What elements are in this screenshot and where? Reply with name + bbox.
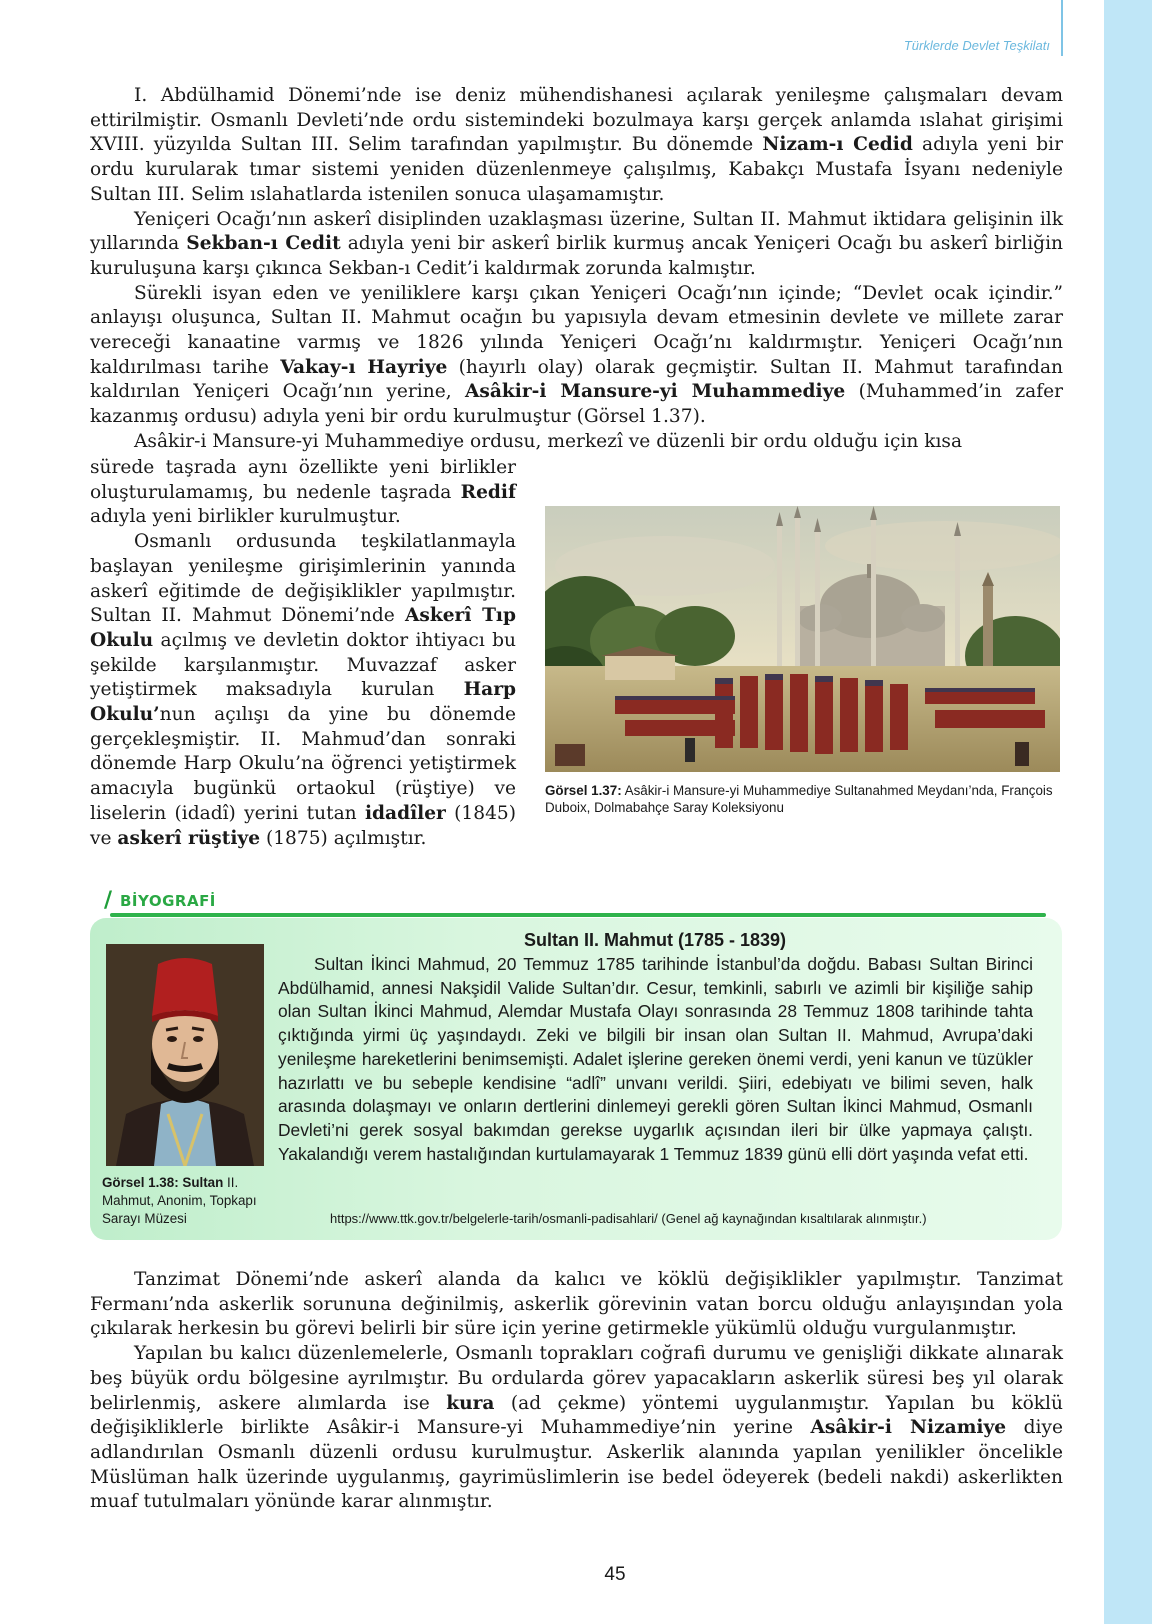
biography-text <box>278 953 1033 1166</box>
biography-source: https://www.ttk.gov.tr/belgelerle-tarih/osmanli-padisahlari/ (Genel ağ kaynağından kısaltılarak alınmıştır.) <box>330 1211 927 1226</box>
portrait-sultan-mahmut <box>106 944 264 1166</box>
paragraph-vakay-i-hayriye: Sürekli isyan eden ve yeniliklere karşı çıkan Yeniçeri Ocağı’nın içinde; “Devlet ocak içindir.” anlayışı oluşunca, Sultan II. Mahmut ocağın bu yapısıyla devam etmesinin devlete ve millete zarar vereceği kanaatine varmış ve 1826 yılında Yeniçeri Ocağı’nı kaldırmıştır. Yeniçeri Ocağı’nın kaldırılması tarihe Vakay-ı Hayriye (hayırlı olay) olarak geçmiştir. Sultan II. Mahmut tarafından kaldırılan Yeniçeri Ocağı’nın yerine, Asâkir-i Mansure-yi Muhammediye (Muhammed’in zafer kazanmış ordusu) adıyla yeni bir ordu kurulmuştur (Görsel 1.37). <box>90 282 1064 428</box>
header-rule <box>1061 0 1063 56</box>
paragraph-military-schools: Osmanlı ordusunda teşkilatlanmayla başlayan yenileşme girişimlerinin yanında askerî eğitimde de değişiklikler yapılmıştır. Sultan II. Mahmut Dönemi’nde Askerî Tıp Okulu açılmış ve devletin doktor ihtiyacı bu şekilde karşılanmıştır. Muvazzaf asker yetiştirmek maksadıyla kurulan Harp Okulu’nun açılışı da yine bu dönemde gerçekleşmiştir. II. Mahmud’dan sonraki dönemde Harp Okulu’na öğrenci yetiştirmek amacıyla bugünkü ortaokul (rüştiye) ve liselerin (idadî) yerini tutan idadîler (1845) ve askerî rüştiye (1875) açılmıştır. <box>90 531 516 849</box>
figure-caption <box>545 782 1065 816</box>
term-asakir-i-mansure: Asâkir-i Mansure-yi Muhammediye <box>464 381 846 403</box>
biography-mark-icon: / <box>104 888 113 913</box>
term-kura: kura <box>446 1392 495 1414</box>
top-text-block <box>90 84 1063 455</box>
portrait-caption-text: II. Mahmut, Anonim, Topkapı Sarayı Müzesi <box>102 1175 257 1226</box>
paragraph-sekban: Yeniçeri Ocağı’nın askerî disiplinden uzaklaşması üzerine, Sultan II. Mahmut iktidara gelişinin ilk yıllarında Sekban-ı Cedit adıyla yeni bir askerî birlik kurmuş ancak Yeniçeri Ocağı bu askerî birliğin kuruluşuna karşı çıkınca Sekban-ı Cedit’i kaldırmak zorunda kalmıştır. <box>90 208 1064 279</box>
term-nizam-i-cedid: Nizam-ı Cedid <box>762 134 913 156</box>
term-redif: Redif <box>460 481 516 503</box>
paragraph-redif: sürede taşrada aynı özellikte yeni birlikler oluşturulamamış, bu nedenle taşrada Redif adıyla yeni birlikler kurulmuştur. <box>90 457 516 528</box>
biography-paragraph: Sultan İkinci Mahmud, 20 Temmuz 1785 tarihinde İstanbul’da doğdu. Babası Sultan Birinci Abdülhamid, annesi Nakşidil Valide Sultan’dır. Cesur, temkinli, sabırlı ve azimli bir kişiliğe sahip olan Sultan İkinci Mahmud, Alemdar Mustafa Olayı sonrasında 28 Temmuz 1808 tarihinde tahta çıktığında yirmi üç yaşındaydı. Zeki ve bilgili bir insan olan Sultan II. Mahmud, Avrupa’daki yenileşme hareketlerini benimsemişti. Adalet işlerine gereken önemi verdi, yeni kanun ve tüzükler hazırlattı ve bu sebeple kendisine “adlî” unvanı verildi. Şiiri, edebiyatı ve bilimi seven, halk arasında dolaşmayı ve onların dertlerini dinlemeyi gerekli gören Sultan İkinci Mahmud, Osmanlı Devleti’ni gerek sosyal bakımdan gerekse uygarlık açısından ileri bir ülke yapmaya çalıştı. Yakalandığı verem hastalığından kurtulamayarak 1 Temmuz 1839 günü elli dört yaşında vefat etti. <box>278 954 1033 1164</box>
page-number: 45 <box>604 1564 626 1585</box>
paragraph-asakir-nizamiye: Yapılan bu kalıcı düzenlemelerle, Osmanlı toprakları coğrafi durumu ve genişliği dikkate alınarak beş büyük ordu bölgesine ayrılmıştır. Bu ordularda görev yapacakların askerlik süresi beş yıl olarak belirlenmiş, askere alımlarda ise kura (ad çekme) yöntemi uygulanmıştır. Yapılan bu köklü değişikliklerle birlikte Asâkir-i Mansure-yi Muhammediye’nin yerine Asâkir-i Nizamiye diye adlandırılan Osmanlı düzenli ordusu kurulmuştur. Askerlik alanında yapılan yenilikler öncelikle Müslüman halk üzerinde uygulanmış, gayrimüslimlerin ise bedel ödeyerek (bedeli nakdi) askerlikten muaf tutulmaları yönünde karar alınmıştır. <box>90 1343 1063 1513</box>
biography-title-row <box>104 888 1064 916</box>
column-text-block <box>90 456 516 851</box>
figure-label: Görsel 1.37: <box>545 783 622 798</box>
biography-heading: BİYOGRAFİ <box>120 892 216 910</box>
paragraph-asakir-start: Asâkir-i Mansure-yi Muhammediye ordusu, merkezî ve düzenli bir ordu olduğu için kısa <box>134 430 963 452</box>
term-askeri-tip-okulu: Askerî Tıp Okulu <box>90 605 516 651</box>
term-askeri-rustiye: askerî rüştiye <box>117 827 261 849</box>
term-asakir-i-nizamiye: Asâkir-i Nizamiye <box>810 1417 1007 1439</box>
figure-caption-text: Asâkir-i Mansure-yi Muhammediye Sultanahmed Meydanı’nda, François Duboix, Dolmabahçe Saray Koleksiyonu <box>545 783 1053 815</box>
side-color-strip <box>1104 0 1152 1624</box>
bottom-text-block <box>90 1268 1063 1515</box>
term-idadiler: idadîler <box>364 802 446 824</box>
biography-rule <box>110 913 1046 917</box>
portrait-caption <box>102 1174 268 1228</box>
running-head: Türklerde Devlet Teşkilatı <box>903 38 1050 53</box>
painting-sultanahmet-square <box>545 506 1060 772</box>
term-sekban-i-cedit: Sekban-ı Cedit <box>186 233 341 255</box>
paragraph-abdulhamid: I. Abdülhamid Dönemi’nde ise deniz mühendishanesi açılarak yenileşme çalışmaları devam ettirilmiştir. Osmanlı Devleti’nde ordu sistemindeki bozulmaya karşı gerçek anlamda ıslahat girişimi XVIII. yüzyılda Sultan III. Selim tarafından yapılmıştır. Bu dönemde Nizam-ı Cedid adıyla yeni bir ordu kurularak tımar sistemi yeniden düzenlenmeye çalışılmış, Kabakçı Mustafa İsyanı nedeniyle Sultan III. Selim ıslahatlarda istenilen sonuca ulaşamamıştır. <box>90 85 1063 205</box>
term-vakay-i-hayriye: Vakay-ı Hayriye <box>280 356 448 378</box>
term-harp-okulu: Harp Okulu’ <box>90 679 516 726</box>
portrait-label: Görsel 1.38: Sultan <box>102 1175 224 1190</box>
biography-name: Sultan II. Mahmut (1785 - 1839) <box>523 930 787 950</box>
paragraph-tanzimat: Tanzimat Dönemi’nde askerî alanda da kalıcı ve köklü değişiklikler yapılmıştır. Tanzimat Fermanı’nda askerlik sorununa değinilmiş, askerlik görevinin vatan borcu olduğu anlayışından yola çıkılarak herkesin bu görevi belirli bir süre için yerine getirmekle yükümlü olduğu vurgulanmıştır. <box>90 1269 1063 1340</box>
